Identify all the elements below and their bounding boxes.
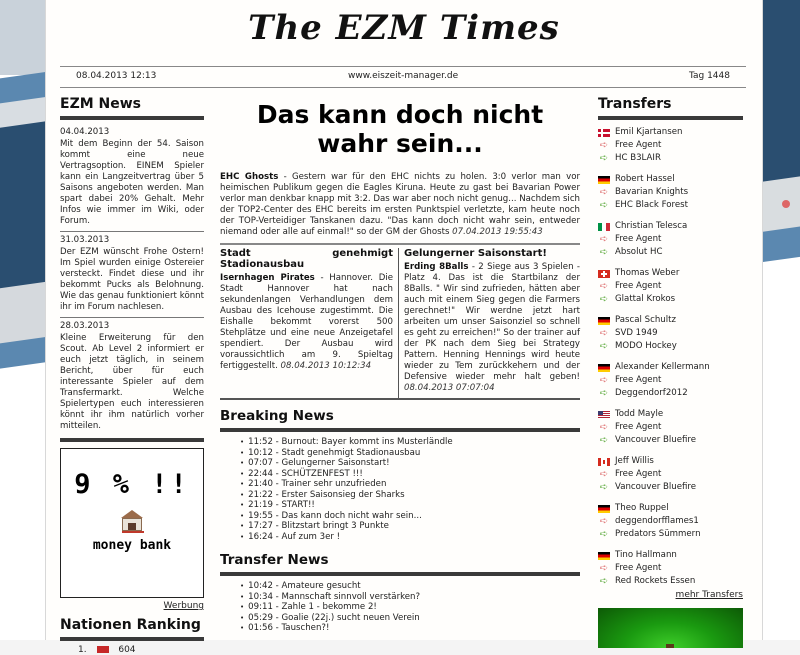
transfer-entry <box>598 173 743 212</box>
germany-flag-icon <box>598 364 610 372</box>
article-saisonstart <box>398 248 580 398</box>
article-timestamp: 08.04.2013 10:12:34 <box>280 361 372 371</box>
from-team-link[interactable]: Free Agent <box>615 422 662 432</box>
article-team-link[interactable]: Erding 8Balls <box>404 262 469 272</box>
arrow-right-out-icon: ➪ <box>599 186 609 198</box>
ad-headline: 9 % !! <box>74 469 190 500</box>
from-team-link[interactable]: SVD 1949 <box>615 328 658 338</box>
arrow-right-in-icon: ➪ <box>599 481 609 493</box>
to-team-link[interactable]: MODO Hockey <box>615 341 677 351</box>
current-datetime: 08.04.2013 12:13 <box>76 71 157 81</box>
news-date: 31.03.2013 <box>60 235 110 245</box>
from-team-link[interactable]: Bavarian Knights <box>615 187 689 197</box>
arrow-right-out-icon: ➪ <box>599 374 609 386</box>
transfer-news-item[interactable]: • 10:42 - Amateure gesucht <box>240 581 580 592</box>
transfer-news-item[interactable]: • 09:11 - Zahle 1 - bekomme 2! <box>240 602 580 613</box>
usa-flag-icon <box>598 411 610 419</box>
transfer-news-section <box>220 552 580 634</box>
ezm-news-title: EZM News <box>60 96 204 120</box>
to-team-link[interactable]: Glattal Krokos <box>615 294 676 304</box>
article-team-link[interactable]: Isernhagen Pirates <box>220 273 315 283</box>
news-item <box>60 232 204 318</box>
background-right <box>762 0 800 640</box>
transfer-entry <box>598 220 743 259</box>
sidebar-advertisement[interactable] <box>598 608 743 648</box>
main-column <box>220 96 580 634</box>
breaking-news-item[interactable]: • 07:07 - Gelungerner Saisonstart! <box>240 458 580 469</box>
from-team-link[interactable]: Free Agent <box>615 140 662 150</box>
germany-flag-icon <box>598 176 610 184</box>
ranking-value: 604 <box>118 645 136 655</box>
breaking-news-title: Breaking News <box>220 408 580 432</box>
dateline <box>60 66 746 88</box>
ad-label-link[interactable]: Werbung <box>163 601 204 611</box>
player-name-link[interactable]: Thomas Weber <box>615 268 680 278</box>
arrow-right-out-icon: ➪ <box>599 327 609 339</box>
breaking-news-item[interactable]: • 11:52 - Burnout: Bayer kommt ins Musterländle <box>240 437 580 448</box>
player-name-link[interactable]: Robert Hassel <box>615 174 675 184</box>
breaking-news-item[interactable]: • 22:44 - SCHÜTZENFEST !!! <box>240 469 580 480</box>
bank-icon <box>122 510 142 530</box>
article-title: Gelungerner Saisonstart! <box>404 248 547 259</box>
player-name-link[interactable]: Todd Mayle <box>615 409 664 419</box>
to-team-link[interactable]: Predators Sümmern <box>615 529 701 539</box>
to-team-link[interactable]: EHC Black Forest <box>615 200 688 210</box>
article-timestamp: 08.04.2013 07:07:04 <box>404 383 495 393</box>
germany-flag-icon <box>598 505 610 513</box>
left-column <box>60 96 204 655</box>
from-team-link[interactable]: Free Agent <box>615 563 662 573</box>
right-column <box>598 96 743 648</box>
player-name-link[interactable]: Emil Kjartansen <box>615 127 683 137</box>
from-team-link[interactable]: Free Agent <box>615 234 662 244</box>
masthead-title: The EZM Times <box>248 8 560 48</box>
from-team-link[interactable]: Free Agent <box>615 469 662 479</box>
transfer-entry <box>598 126 743 165</box>
transfer-news-item[interactable]: • 05:29 - Goalie (22j.) sucht neuen Verein <box>240 613 580 624</box>
game-day: Tag 1448 <box>688 71 730 81</box>
canada-flag-icon <box>598 458 610 466</box>
news-text: Kleine Erweiterung für den Scout. Ab Level 2 informiert er euch jetzt täglich, in seinem Bericht, über für euch interessante Spieler auf dem Transfermarkt. Welche Spielertypen euch interessieren könnt ihr ihm natürlich vorher mitteilen. <box>60 333 204 431</box>
arrow-right-in-icon: ➪ <box>599 387 609 399</box>
transfer-entry <box>598 314 743 353</box>
to-team-link[interactable]: HC B3LAIR <box>615 153 661 163</box>
arrow-right-in-icon: ➪ <box>599 528 609 540</box>
player-name-link[interactable]: Jeff Willis <box>615 456 654 466</box>
transfer-entry <box>598 267 743 306</box>
arrow-right-out-icon: ➪ <box>599 468 609 480</box>
breaking-news-section <box>220 408 580 542</box>
article-text: - Hannover. Die Stadt Hannover hat nach sekundenlangen Verhandlungen dem Ausbau des Icehouse zugestimmt. Die Eishalle bekommt vorerst 500 Stehplätze und eine neue Anzeigetafel spendiert. Der Ausbau wird voraussichtlich am 9. Spieltag fertiggestellt. <box>220 273 393 371</box>
switzerland-flag-icon <box>598 270 610 278</box>
transfer-entry <box>598 502 743 541</box>
to-team-link[interactable]: Absolut HC <box>615 247 663 257</box>
from-team-link[interactable]: Free Agent <box>615 375 662 385</box>
transfer-news-list <box>220 581 580 634</box>
ranking-position: 1. <box>78 645 87 655</box>
transfer-entry <box>598 361 743 400</box>
breaking-news-item[interactable]: • 19:55 - Das kann doch nicht wahr sein... <box>240 511 580 522</box>
player-name-link[interactable]: Pascal Schultz <box>615 315 676 325</box>
from-team-link[interactable]: Free Agent <box>615 281 662 291</box>
transfer-news-item[interactable]: • 01:56 - Tauschen?! <box>240 623 580 634</box>
article-stadionausbau <box>220 248 398 398</box>
nation-flag-icon <box>97 646 109 653</box>
news-date: 28.03.2013 <box>60 321 110 331</box>
breaking-news-item[interactable]: • 16:24 - Auf zum 3er ! <box>240 532 580 543</box>
to-team-link[interactable]: Deggendorf2012 <box>615 388 688 398</box>
player-name-link[interactable]: Theo Ruppel <box>615 503 669 513</box>
arrow-right-out-icon: ➪ <box>599 280 609 292</box>
arrow-right-in-icon: ➪ <box>599 340 609 352</box>
to-team-link[interactable]: Vancouver Bluefire <box>615 482 697 492</box>
to-team-link[interactable]: Vancouver Bluefire <box>615 435 697 445</box>
ezm-news-list <box>60 124 204 442</box>
ranking-row <box>60 645 204 655</box>
breaking-news-item[interactable]: • 10:12 - Stadt genehmigt Stadionausbau <box>240 448 580 459</box>
transfer-news-title: Transfer News <box>220 552 580 576</box>
transfer-news-item[interactable]: • 10:34 - Mannschaft sinnvoll verstärken? <box>240 592 580 603</box>
lead-timestamp: 07.04.2013 19:55:43 <box>452 227 543 237</box>
breaking-news-item[interactable]: • 21:22 - Erster Saisonsieg der Sharks <box>240 490 580 501</box>
arrow-right-in-icon: ➪ <box>599 434 609 446</box>
site-url-link[interactable]: www.eiszeit-manager.de <box>348 71 459 81</box>
more-transfers-link[interactable]: mehr Transfers <box>675 590 743 600</box>
breaking-news-item[interactable]: • 21:19 - START!! <box>240 500 580 511</box>
breaking-news-item[interactable]: • 21:40 - Trainer sehr unzufrieden <box>240 479 580 490</box>
arrow-right-out-icon: ➪ <box>599 233 609 245</box>
arrow-right-out-icon: ➪ <box>599 421 609 433</box>
arrow-right-in-icon: ➪ <box>599 246 609 258</box>
lead-text: - Gestern war für den EHC nichts zu holen. 3:0 verlor man vor heimischen Publikum gegen die Eagles Kiruna. Heute zu gast bei Bavarian Power verlor man denkbar knapp mit 3:2. Das war aber noch nicht genug... Nachdem sich der TOP2-Center des EHC bereits im ersten Punktspiel verletzte, kam heute noch der TOP-Verteidiger Tanskanen dazu. "Das kann doch nicht wahr sein, entweder niemand oder alle auf einmal!" so der GM der Ghosts <box>220 172 581 237</box>
lead-team-link[interactable]: EHC Ghosts <box>220 172 279 182</box>
transfer-entry <box>598 455 743 494</box>
sub-articles <box>220 248 580 400</box>
ad-brand: money bank <box>92 538 172 553</box>
breaking-news-list <box>220 437 580 542</box>
germany-flag-icon <box>598 552 610 560</box>
article-title: Stadt genehmigt Stadionausbau <box>220 248 393 270</box>
arrow-right-in-icon: ➪ <box>599 199 609 211</box>
arrow-right-out-icon: ➪ <box>599 139 609 151</box>
advertisement-banner[interactable] <box>60 448 204 598</box>
italy-flag-icon <box>598 223 610 231</box>
newspaper-page <box>46 0 762 655</box>
transfers-list <box>598 126 743 588</box>
arrow-right-in-icon: ➪ <box>599 293 609 305</box>
from-team-link[interactable]: deggendorfflames1 <box>615 516 699 526</box>
player-name-link[interactable]: Alexander Kellermann <box>615 362 710 372</box>
news-date: 04.04.2013 <box>60 127 110 137</box>
lead-article <box>220 172 580 245</box>
nations-ranking-title: Nationen Ranking <box>60 617 204 641</box>
arrow-right-out-icon: ➪ <box>599 562 609 574</box>
background-left <box>0 0 46 640</box>
news-text: Mit dem Beginn der 54. Saison kommt eine neue Vertragsoption. EINEM Spieler kann ein Langzeitvertrag über 5 Saisons angeboten werden. Man spart dabei 20% Gehalt. Mehr Infos wie immer im Wiki, oder Forum. <box>60 139 204 226</box>
news-text: Der EZM wünscht Frohe Ostern! Im Spiel wurden einige Ostereier versteckt. Findet diese und ihr bekommt Pucks als Belohnung. Wie das genau funktioniert könnt ihr im Forum nachlesen. <box>60 247 204 312</box>
news-item <box>60 318 204 442</box>
arrow-right-out-icon: ➪ <box>599 515 609 527</box>
player-name-link[interactable]: Tino Hallmann <box>615 550 677 560</box>
transfer-entry <box>598 549 743 588</box>
arrow-right-in-icon: ➪ <box>599 152 609 164</box>
germany-flag-icon <box>598 317 610 325</box>
news-item <box>60 124 204 232</box>
transfers-title: Transfers <box>598 96 743 120</box>
arrow-right-in-icon: ➪ <box>599 575 609 587</box>
main-headline: Das kann doch nicht wahr sein... <box>256 100 544 158</box>
article-text: - 2 Siege aus 3 Spielen - Platz 4. Das ist die Startbilanz der 8Balls. " Wir sind zufrieden, hätten aber auch mit einem Sieg gegen die Farmers gerechnet!" Wir werdne jetzt hart arbeiten um unser Saisonziel so schnell es geht zu erreichen!" So der trainer auf der PK nach dem Sieg bei Strategy Pattern. Henning Hennings wird heute wieder zu Tem zurückkehern und der Defensive wieder mehr halt geben! <box>404 262 580 382</box>
player-name-link[interactable]: Christian Telesca <box>615 221 688 231</box>
to-team-link[interactable]: Red Rockets Essen <box>615 576 696 586</box>
breaking-news-item[interactable]: • 17:27 - Blitzstart bringt 3 Punkte <box>240 521 580 532</box>
transfer-entry <box>598 408 743 447</box>
denmark-flag-icon <box>598 129 610 137</box>
